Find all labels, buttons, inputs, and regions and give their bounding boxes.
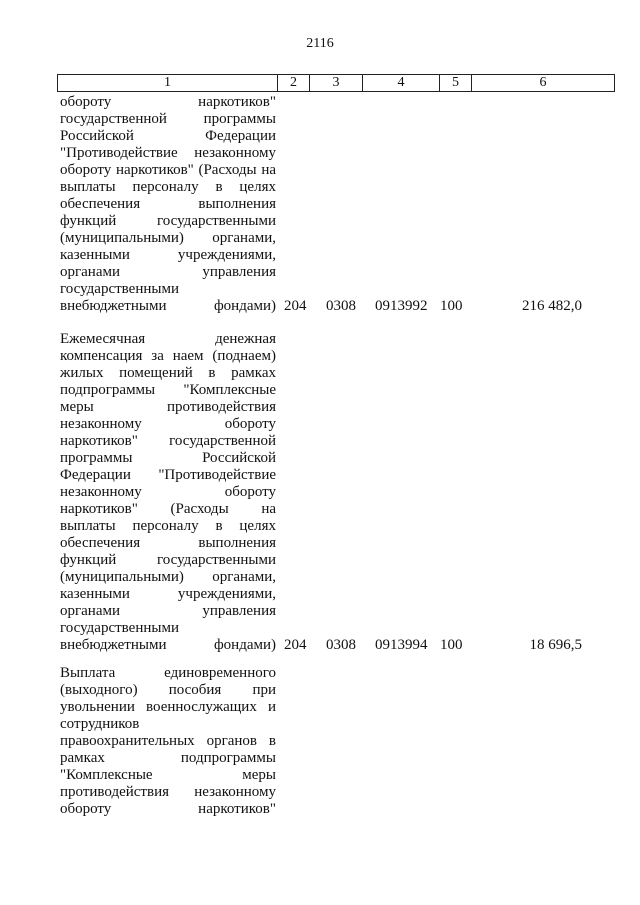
desc-line: "Комплексные меры — [60, 767, 276, 783]
desc-line: казенными учреждениями, — [60, 247, 276, 263]
header-col-6: 6 — [472, 75, 615, 92]
header-col-5: 5 — [440, 75, 472, 92]
header-col-3: 3 — [310, 75, 363, 92]
cell-section-code: 0308 — [326, 637, 356, 653]
cell-target-code: 0913994 — [375, 637, 428, 653]
desc-line: обеспечения выполнения — [60, 535, 276, 551]
cell-amount: 18 696,5 — [529, 637, 582, 653]
desc-line: органами управления — [60, 603, 276, 619]
desc-line: "Противодействие незаконному — [60, 145, 276, 161]
desc-line: противодействия незаконному — [60, 784, 276, 800]
cell-ministry-code: 204 — [284, 298, 307, 314]
desc-line: (муниципальными) органами, — [60, 569, 276, 585]
desc-line: обеспечения выполнения — [60, 196, 276, 212]
desc-line: наркотиков" (Расходы на — [60, 501, 276, 517]
desc-line: подпрограммы "Комплексные — [60, 382, 276, 398]
desc-line: увольнении военнослужащих и — [60, 699, 276, 715]
header-col-4: 4 — [363, 75, 440, 92]
header-col-2: 2 — [278, 75, 310, 92]
desc-line: функций государственными — [60, 213, 276, 229]
desc-line: выплаты персоналу в целях — [60, 518, 276, 534]
header-row — [58, 75, 615, 92]
cell-section-code: 0308 — [326, 298, 356, 314]
desc-line: Российской Федерации — [60, 128, 276, 144]
desc-line: (выходного) пособия при — [60, 682, 276, 698]
desc-line: функций государственными — [60, 552, 276, 568]
row-description — [60, 94, 276, 315]
desc-line: государственной программы — [60, 111, 276, 127]
desc-line: казенными учреждениями, — [60, 586, 276, 602]
desc-line: жилых помещений в рамках — [60, 365, 276, 381]
header-col-1: 1 — [58, 75, 278, 92]
desc-line: государственными — [60, 281, 179, 297]
page-number: 2116 — [306, 36, 334, 51]
desc-line: рамках подпрограммы — [60, 750, 276, 766]
row-description — [60, 331, 276, 654]
desc-line: обороту наркотиков" (Расходы на — [60, 162, 276, 178]
desc-line: внебюджетными фондами) — [60, 298, 276, 314]
cell-target-code: 0913992 — [375, 298, 428, 314]
desc-line: Федерации "Противодействие — [60, 467, 276, 483]
desc-line: обороту наркотиков" — [60, 94, 276, 110]
desc-line: сотрудников — [60, 716, 140, 732]
desc-line: обороту наркотиков" — [60, 801, 276, 817]
desc-line: незаконному обороту — [60, 484, 276, 500]
desc-line: Выплата единовременного — [60, 665, 276, 681]
cell-expense-type: 100 — [440, 637, 463, 653]
cell-amount: 216 482,0 — [522, 298, 582, 314]
row-description — [60, 665, 276, 818]
desc-line: (муниципальными) органами, — [60, 230, 276, 246]
desc-line: незаконному обороту — [60, 416, 276, 432]
cell-ministry-code: 204 — [284, 637, 307, 653]
desc-line: органами управления — [60, 264, 276, 280]
column-header-table — [57, 74, 615, 92]
desc-line: компенсация за наем (поднаем) — [60, 348, 276, 364]
cell-expense-type: 100 — [440, 298, 463, 314]
desc-line: меры противодействия — [60, 399, 276, 415]
desc-line: Ежемесячная денежная — [60, 331, 276, 347]
desc-line: государственными — [60, 620, 179, 636]
desc-line: выплаты персоналу в целях — [60, 179, 276, 195]
desc-line: программы Российской — [60, 450, 276, 466]
desc-line: правоохранительных органов в — [60, 733, 276, 749]
desc-line: наркотиков" государственной — [60, 433, 276, 449]
desc-line: внебюджетными фондами) — [60, 637, 276, 653]
